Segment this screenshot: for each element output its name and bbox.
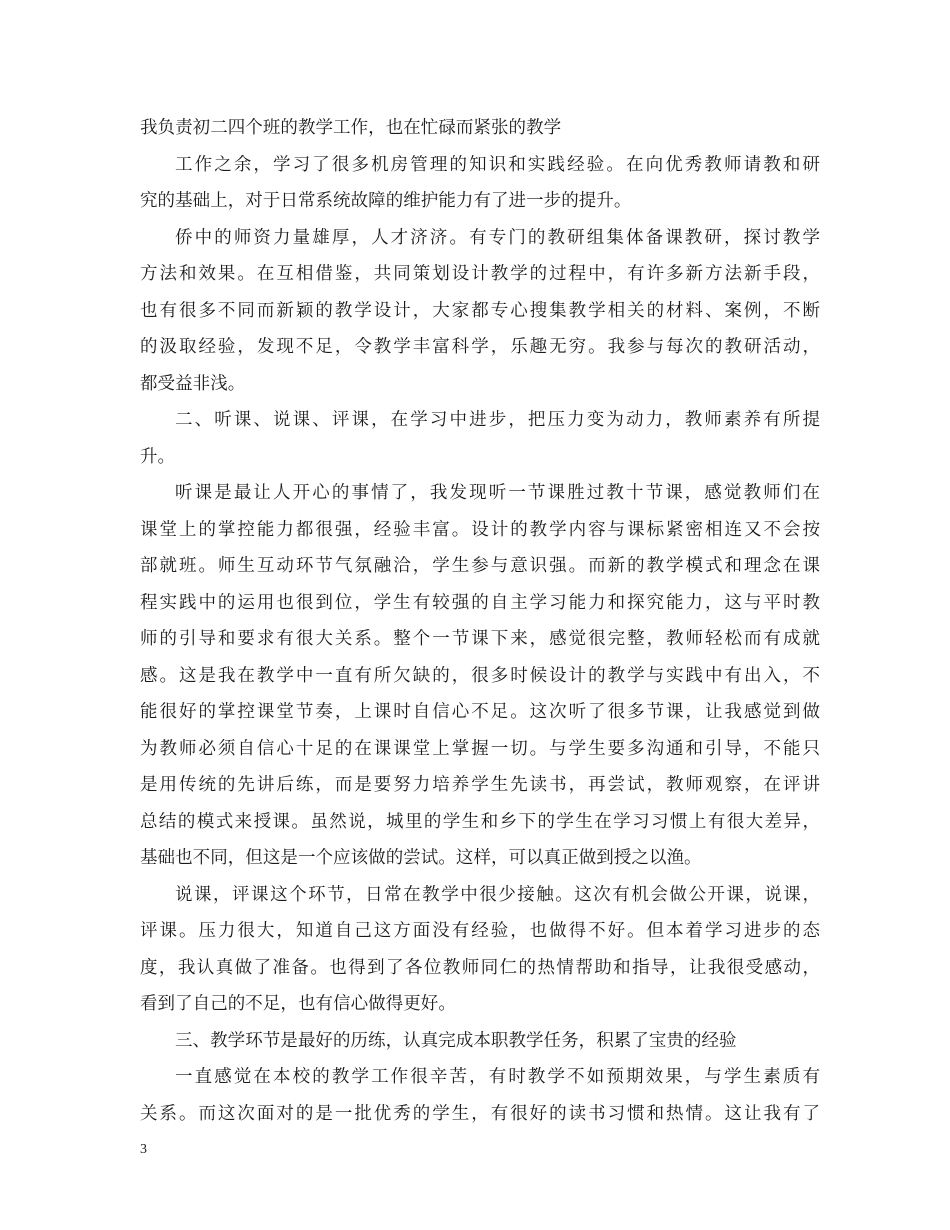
- text-line: 的汲取经验，发现不足，令教学丰富科学，乐趣无穷。我参与每次的教研活动，: [140, 337, 820, 357]
- text-line: 方法和效果。在互相借鉴，共同策划设计教学的过程中，有许多新方法新手段，: [140, 264, 820, 284]
- text-line: 部就班。师生互动环节气氛融洽，学生参与意识强。而新的教学模式和理念在课: [140, 556, 820, 576]
- text-line: 也有很多不同而新颖的教学设计，大家都专心搜集教学相关的材料、案例，不断: [140, 300, 820, 321]
- page-number: 3: [140, 1142, 147, 1157]
- text-line: 基础也不同，但这是一个应该做的尝试。这样，可以真正做到授之以渔。: [140, 848, 702, 868]
- text-line: 三、教学环节是最好的历练，认真完成本职教学任务，积累了宝贵的经验: [175, 1030, 737, 1051]
- text-line: 程实践中的运用也很到位，学生有较强的自主学习能力和探究能力，这与平时教: [140, 592, 820, 613]
- text-line: 课堂上的掌控能力都很强，经验丰富。设计的教学内容与课标紧密相连又不会按: [140, 519, 820, 540]
- text-line: 侨中的师资力量雄厚，人才济济。有专门的教研组集体备课教研，探讨教学: [175, 227, 820, 248]
- text-line: 说课，评课这个环节，日常在教学中很少接触。这次有机会做公开课，说课，: [175, 884, 820, 905]
- text-line: 度，我认真做了准备。也得到了各位教师同仁的热情帮助和指导，让我很受感动，: [140, 957, 820, 978]
- text-line: 为教师必须自信心十足的在课课堂上掌握一切。与学生要多沟通和引导，不能只: [140, 738, 820, 759]
- text-line: 感。这是我在教学中一直有所欠缺的，很多时候设计的教学与实践中有出入，不: [140, 665, 820, 686]
- text-line: 二、听课、说课、评课，在学习中进步，把压力变为动力，教师素养有所提: [175, 410, 820, 430]
- text-line: 都受益非浅。: [140, 373, 246, 394]
- text-line: 究的基础上，对于日常系统故障的维护能力有了进一步的提升。: [140, 191, 632, 211]
- text-line: 师的引导和要求有很大关系。整个一节课下来，感觉很完整，教师轻松而有成就: [140, 629, 820, 649]
- text-line: 是用传统的先讲后练，而是要努力培养学生先读书，再尝试，教师观察，在评讲: [140, 775, 820, 795]
- text-line: 看到了自己的不足，也有信心做得更好。: [140, 994, 456, 1014]
- text-line: 评课。压力很大，知道自己这方面没有经验，也做得不好。但本着学习进步的态: [140, 921, 820, 941]
- text-line: 听课是最让人开心的事情了，我发现听一节课胜过教十节课，感觉教师们在: [175, 483, 820, 503]
- text-line: 工作之余，学习了很多机房管理的知识和实践经验。在向优秀教师请教和研: [175, 154, 820, 175]
- text-line: 升。: [140, 446, 176, 467]
- text-line: 关系。而这次面对的是一批优秀的学生，有很好的读书习惯和热情。这让我有了: [140, 1103, 820, 1124]
- text-line: 我负责初二四个班的教学工作，也在忙碌而紧张的教学: [140, 118, 562, 138]
- text-line: 能很好的掌控课堂节奏，上课时自信心不足。这次听了很多节课，让我感觉到做: [140, 702, 820, 722]
- text-line: 一直感觉在本校的教学工作很辛苦，有时教学不如预期效果，与学生素质有: [175, 1067, 820, 1087]
- text-line: 总结的模式来授课。虽然说，城里的学生和乡下的学生在学习习惯上有很大差异，: [140, 811, 820, 832]
- document-body: [140, 110, 820, 1132]
